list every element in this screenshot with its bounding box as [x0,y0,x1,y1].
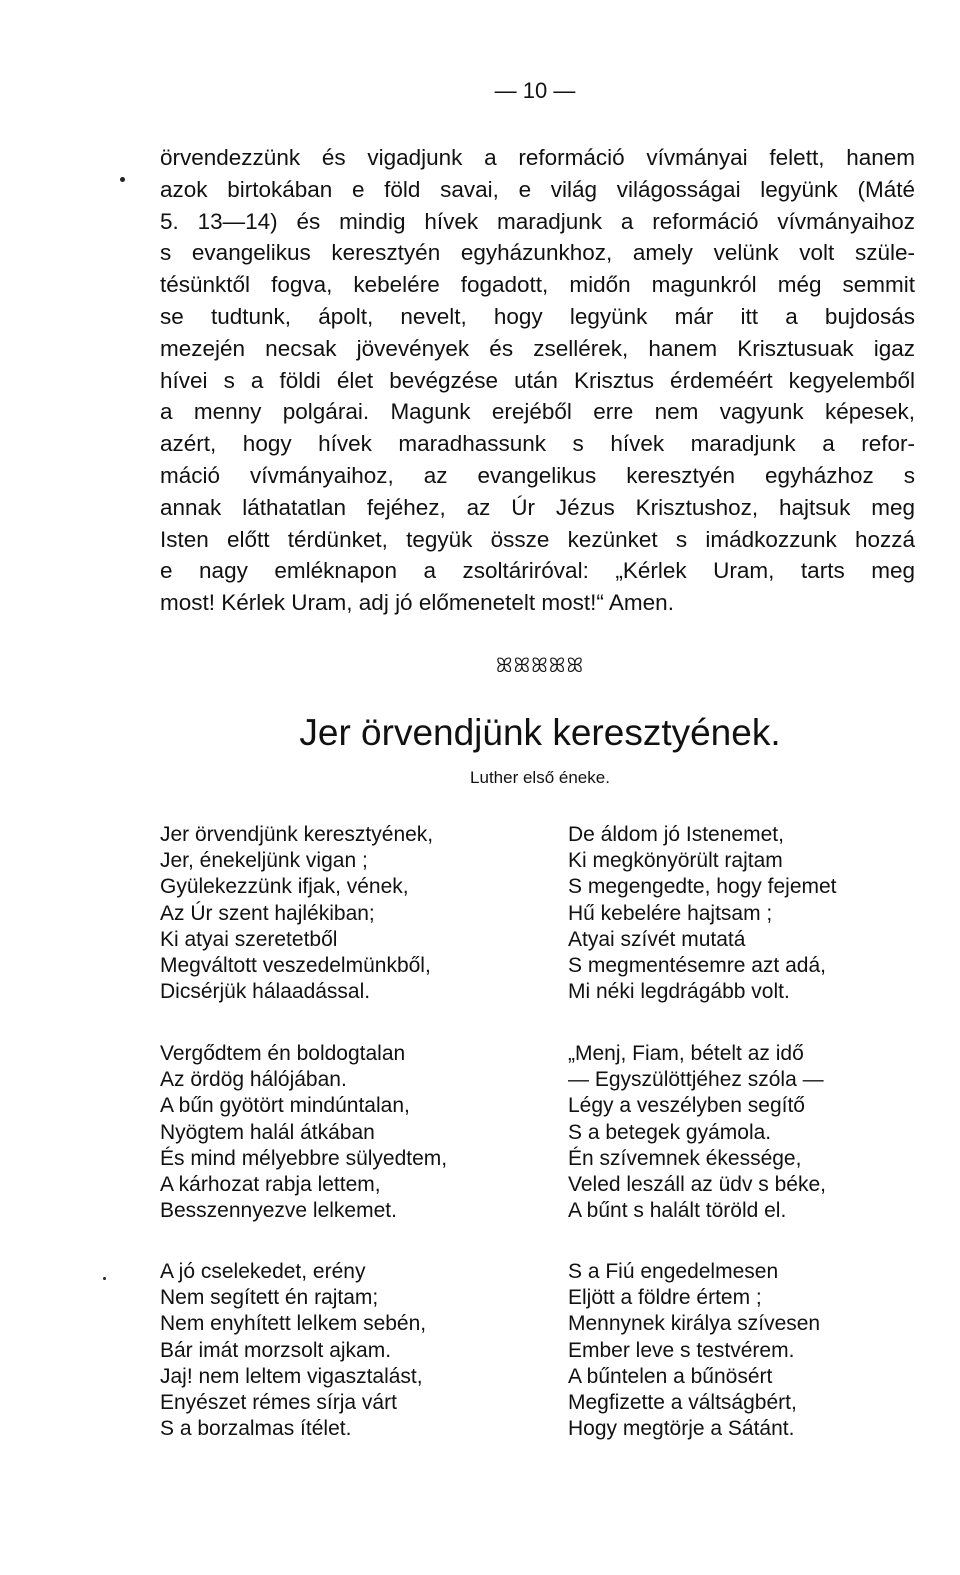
stanza [160,1041,447,1224]
poem-subtitle: Luther első éneke. [470,768,610,787]
verse-line: Ki atyai szeretetből [160,927,338,951]
verse-line: És mind mélyebbre sülyedtem, [160,1146,448,1170]
prose-line: hívei s a földi élet bevégzése után Krisztus érdeméért kegyelemből [160,367,915,393]
verse-line: S a Fiú engedelmesen [568,1260,779,1283]
verse-line: Mennynek királya szívesen [568,1312,821,1336]
verse-line: Ki megkönyörült rajtam [568,849,783,873]
verse-line: A bűntelen a bűnösért [568,1364,773,1388]
prose-line: azok birtokában e föld savai, e világ világosságai legyünk (Máté [160,176,915,202]
prose-line: örvendezzünk és vigadjunk a reformáció vívmányai felett, hanem [160,145,915,170]
verse-line: S a betegek gyámola. [568,1120,772,1144]
verse-line: A kárhozat rabja lettem, [160,1172,381,1196]
prose-block [160,142,915,619]
verse-line: A bűn gyötört mindúntalan, [160,1094,410,1118]
verse-line: Besszennyezve lelkemet. [160,1199,397,1223]
stanza [160,1259,426,1442]
stanza [568,822,837,1005]
verse-line: Az ördög hálójában. [160,1068,347,1092]
verse-line: Bár imát morzsolt ajkam. [160,1338,392,1362]
ornament-divider: ꕤꕤꕤꕤꕤ [495,655,585,677]
verse-line: Én szívemnek ékessége, [568,1146,802,1170]
prose-line: tésünktől fogva, kebelére fogadott, midőn magunkról még semmit [160,272,915,298]
verse-line: Légy a veszélyben segítő [568,1094,805,1118]
verse-line: S megengedte, hogy fejemet [568,875,837,899]
verse-line: Megfizette a váltságbért, [568,1390,797,1414]
verse-line: Megváltott veszedelmünkből, [160,953,431,977]
verse-line: Enyészet rémes sírja várt [160,1390,397,1414]
verse-line: Jer, énekeljünk vigan ; [160,849,368,873]
verse-line: Nyögtem halál átkában [160,1120,375,1144]
verse-line: De áldom jó Istenemet, [568,823,784,846]
verse-line: Eljött a földre értem ; [568,1286,762,1310]
verse-line: Hogy megtörje a Sátánt. [568,1417,795,1441]
poem-title: Jer örvendjünk keresztyének. [299,712,781,753]
verse-line: „Menj, Fiam, bételt az idő [568,1042,804,1065]
verse-line: Az Úr szent hajlékiban; [160,901,375,925]
page-number: — 10 — [494,78,576,103]
verse-line: Dicsérjük hálaadással. [160,980,371,1004]
stray-dot-mark [103,1277,106,1280]
verse-line: Jer örvendjünk keresztyének, [160,823,434,846]
prose-line: mezején necsak jövevények és zsellérek, hanem Krisztusuak igaz [160,335,915,361]
prose-line: a menny polgárai. Magunk erejéből erre nem vagyunk képesek, [160,399,915,425]
stanza [160,822,433,1005]
prose-line: azért, hogy hívek maradhassunk s hívek maradjunk a refor- [160,431,915,457]
prose-line: s evangelikus keresztyén egyházunkhoz, amely velünk volt szüle- [160,240,915,266]
prose-line: se tudtunk, ápolt, nevelt, hogy legyünk már itt a bujdosás [160,303,915,329]
prose-line: 5. 13—14) és mindig hívek maradjunk a reformáció vívmányaihoz [160,208,915,234]
prose-line: máció vívmányaihoz, az evangelikus keresztyén egyházhoz s [160,462,915,488]
prose-line: annak láthatatlan fejéhez, az Úr Jézus Krisztushoz, hajtsuk meg [160,494,915,520]
verse-line: Vergődtem én boldogtalan [160,1042,406,1065]
verse-line: Atyai szívét mutatá [568,927,746,951]
verse-line: Veled leszáll az üdv s béke, [568,1172,826,1196]
stray-dot-mark [120,177,125,182]
verse-line: A bűnt s halált töröld el. [568,1199,787,1223]
verse-line: Nem enyhített lelkem sebén, [160,1312,427,1336]
prose-line: most! Kérlek Uram, adj jó előmenetelt most!“ Amen. [160,590,674,616]
prose-line: Isten előtt térdünket, tegyük össze kezünket s imádkozzunk hozzá [160,526,915,552]
verse-line: Ember leve s testvérem. [568,1338,795,1362]
verse-line: Hű kebelére hajtsam ; [568,901,773,925]
verse-line: Gyülekezzünk ifjak, vének, [160,875,409,899]
verse-line: Jaj! nem leltem vigasztalást, [160,1364,423,1388]
verse-line: S a borzalmas ítélet. [160,1417,352,1441]
verse-line: Nem segített én rajtam; [160,1286,379,1310]
verse-line: Mi néki legdrágább volt. [568,980,790,1004]
stanza [568,1259,820,1442]
stanza [568,1041,826,1224]
verse-line: — Egyszülöttjéhez szóla — [568,1068,824,1092]
verse-line: A jó cselekedet, erény [160,1260,366,1283]
verse-line: S megmentésemre azt adá, [568,953,826,977]
prose-line: e nagy emléknapon a zsoltáriróval: „Kérlek Uram, tarts meg [160,558,915,584]
